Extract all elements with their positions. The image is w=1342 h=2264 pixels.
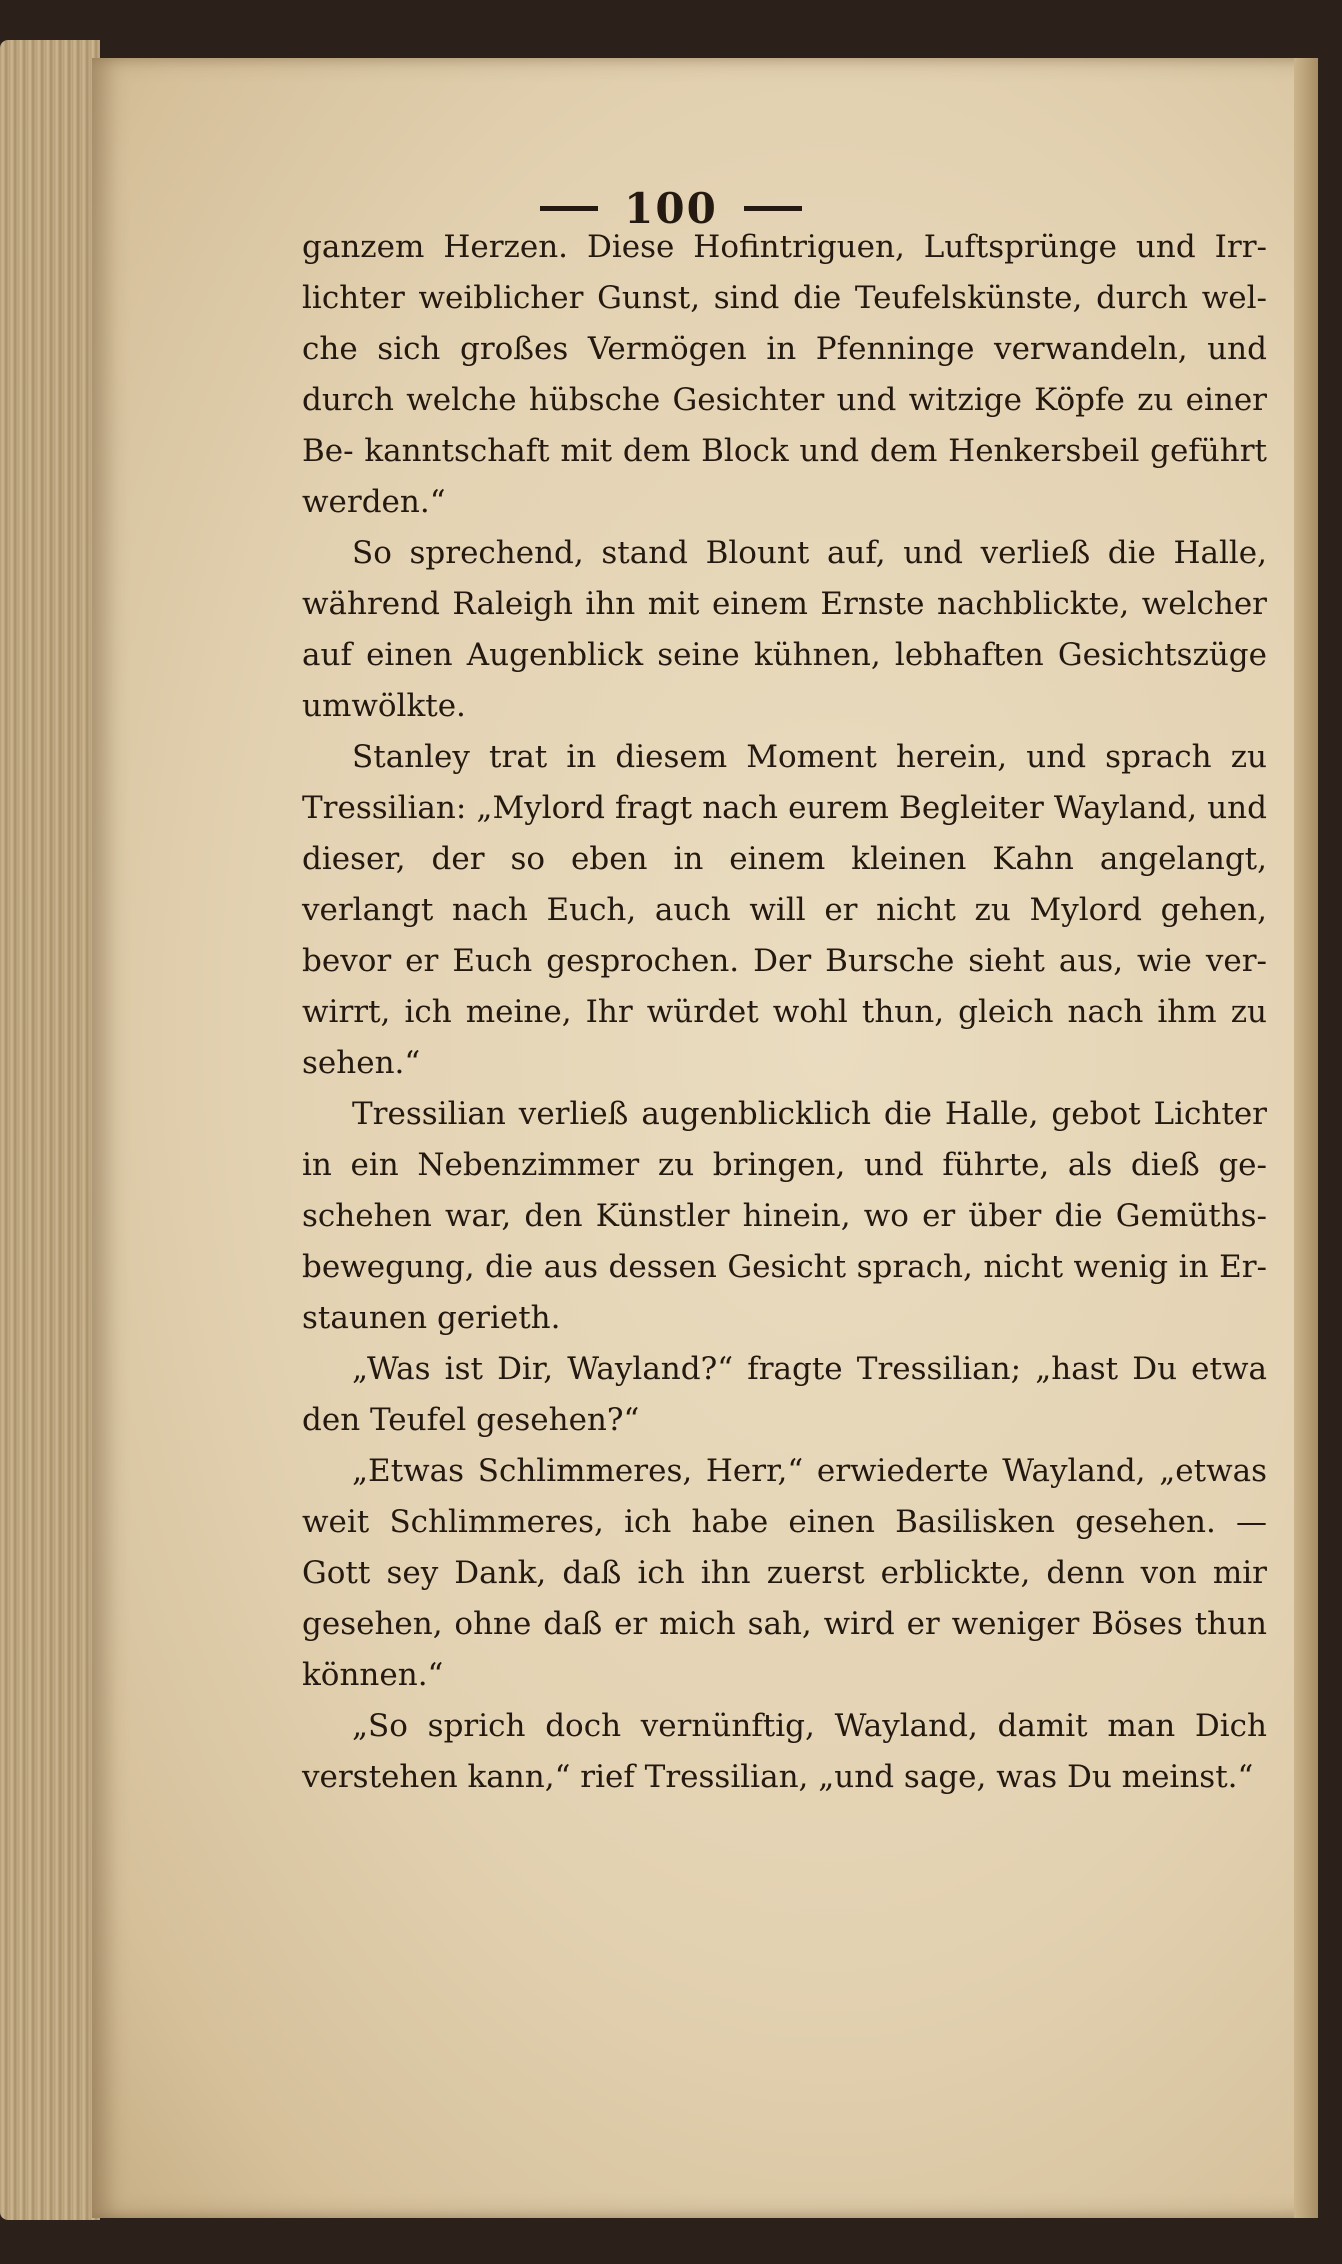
facing-page-strip	[1294, 58, 1318, 2218]
paragraph: ganzem Herzen. Diese Hofintriguen, Luftsprünge und Irr- lichter weiblicher Gunst, sind die Teufelskünste, durch wel- che sich großes Vermögen in Pfenninge verwandeln, und durch welche hübsche Gesichter und witzige Köpfe zu einer Be- kanntschaft mit dem Block und dem Henkersbeil geführt werden.“	[302, 229, 1267, 520]
header-dash-left	[540, 206, 598, 211]
body-text	[302, 222, 1267, 1803]
paragraph: „Etwas Schlimmeres, Herr,“ erwiederte Wayland, „etwas weit Schlimmeres, ich habe einen Basilisken gesehen. — Gott sey Dank, daß ich ihn zuerst erblickte, denn von mir gesehen, ohne daß er mich sah, wird er weniger Böses thun können.“	[302, 1453, 1267, 1693]
paragraph: Stanley trat in diesem Moment herein, und sprach zu Tressilian: „Mylord fragt nach eurem Begleiter Wayland, und dieser, der so eben in einem kleinen Kahn angelangt, verlangt nach Euch, auch will er nicht zu Mylord gehen, bevor er Euch gesprochen. Der Bursche sieht aus, wie ver- wirrt, ich meine, Ihr würdet wohl thun, gleich nach ihm zu sehen.“	[302, 739, 1267, 1081]
book-page-edges	[0, 40, 100, 2220]
header-dash-right	[744, 206, 802, 211]
paragraph: „Was ist Dir, Wayland?“ fragte Tressilian; „hast Du etwa den Teufel gesehen?“	[302, 1351, 1267, 1438]
paragraph: „So sprich doch vernünftig, Wayland, damit man Dich verstehen kann,“ rief Tressilian, „und sage, was Du meinst.“	[302, 1708, 1267, 1795]
paragraph: Tressilian verließ augenblicklich die Halle, gebot Lichter in ein Nebenzimmer zu bringen, und führte, als dieß ge- schehen war, den Künstler hinein, wo er über die Gemüths- bewegung, die aus dessen Gesicht sprach, nicht wenig in Er- staunen gerieth.	[302, 1096, 1267, 1336]
paragraph: So sprechend, stand Blount auf, und verließ die Halle, während Raleigh ihn mit einem Ernste nachblickte, welcher auf einen Augenblick seine kühnen, lebhaften Gesichtszüge umwölkte.	[302, 535, 1267, 724]
page-number: 100	[624, 184, 718, 233]
